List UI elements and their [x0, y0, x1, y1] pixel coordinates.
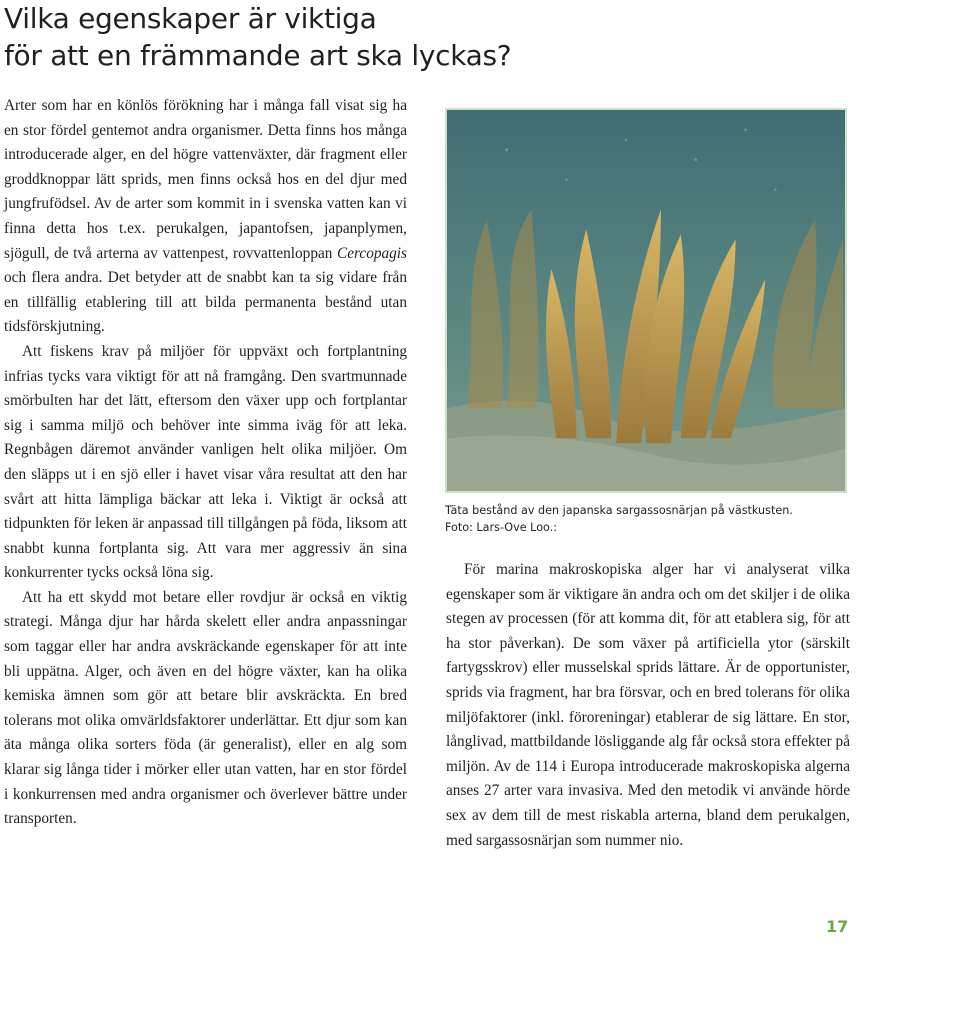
underwater-seaweed-photo [445, 108, 847, 493]
right-text-column [446, 558, 850, 853]
page-title [4, 0, 704, 74]
photo-caption [445, 502, 865, 536]
page-title-line-1: Vilka egenskaper är viktiga [4, 2, 377, 35]
left-paragraph-1 [4, 94, 407, 340]
left-paragraph-3: Att ha ett skydd mot betare eller rovdjur är också en viktig strategi. Många djur har hårda skelett eller andra anpassningar som taggar eller har andra avskräckande egenskaper för att inte bli uppätna. Alger, och även en del högre växter, kan ha olika kemiska ämnen som gör att betare blir avskräckta. En bred tolerans mot olika omvärldsfaktorer underlättar. Ett djur som kan äta många olika sorters föda (är generalist), eller en alg som klarar sig långa tider i mörker eller utan vatten, har en stor fördel i konkurrensen med andra organismer och överlever bättre under transporten. [4, 588, 407, 828]
photo-caption-line-1: Täta bestånd av den japanska sargassosnärjan på västkusten. [445, 504, 793, 517]
seaweed-illustration [447, 110, 845, 491]
left-paragraph-2: Att fiskens krav på miljöer för uppväxt och fortplantning infrias tycks vara viktigt för att nå framgång. Den svartmunnade smörbulten har det lätt, eftersom den växer upp och fortplantar sig i samma miljö och behöver inte simma iväg för att leka. Regnbågen däremot använder vanligen helt olika miljöer. Om den släpps ut i en sjö eller i havet visar våra resultat att den har svårt att hitta lämpliga bäckar att leka i. Viktigt är också att tidpunkten för leken är anpassad till tillgången på föda, liksom att snabbt kunna fortplanta sig. Att vara mer aggressiv än sina konkurrenter tycks också löna sig. [4, 342, 407, 582]
left-paragraph-1-end: och flera andra. Det betyder att de snabbt kan ta sig vidare från en tillfällig etablering till att bilda permanenta bestånd utan tidsförskjutning. [4, 269, 407, 336]
page-number: 17 [826, 917, 849, 936]
species-name-italic: Cercopagis [337, 244, 407, 262]
photo-credit: Foto: Lars-Ove Loo.: [445, 521, 558, 534]
left-paragraph-1-text: Arter som har en könlös förökning har i många fall visat sig ha en stor fördel gentemot andra organismer. Detta finns hos många introducerade alger, en del högre vattenväxter, där fragment eller groddknoppar lätt sprids, men finns också hos en del djur med jungfrufödsel. Av de arter som kommit in i svenska vatten kan vi finna detta hos t.ex. perukalgen, japantofsen, japanplymen, sjögull, de två arterna av vattenpest, rovvattenloppan [4, 97, 407, 262]
right-paragraph-1: För marina makroskopiska alger har vi analyserat vilka egenskaper som är viktigare än andra och om det skiljer i de olika stegen av processen (för att komma dit, för att etablera sig, för att ha stor påverkan). De som växer på artificiella ytor (särskilt fartygsskrov) eller musselskal sprids lättare. Är de opportunister, sprids via fragment, har bra försvar, och en bred tolerans för olika miljöfaktorer (inkl. föroreningar) etablerar de sig lättare. En stor, långlivad, mattbildande lösliggande alg får också stora effekter på miljön. Av de 114 i Europa introducerade makroskopiska algerna anses 27 arter vara invasiva. Med den metodik vi använde hörde sex av dem till de mest riskabla arterna, bland dem perukalgen, med sargassosnärjan som nummer nio. [446, 561, 850, 849]
page-title-line-2: för att en främmande art ska lyckas? [4, 39, 512, 72]
left-text-column [4, 94, 407, 832]
